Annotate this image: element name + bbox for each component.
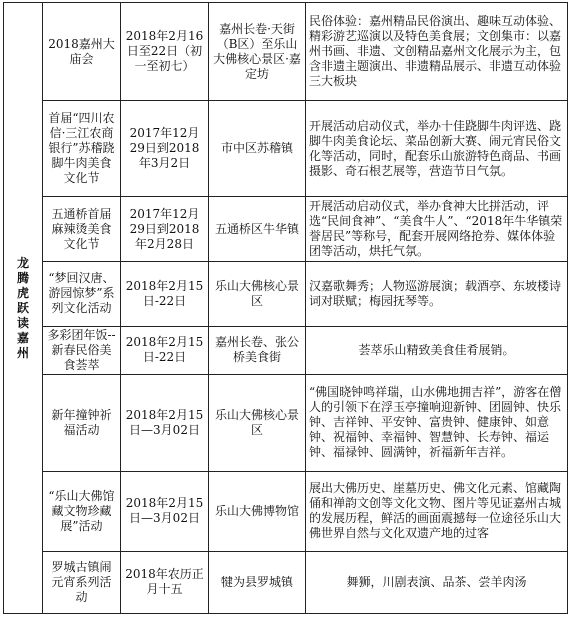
activity-content: 开展活动启动仪式，举办十佳跷脚牛肉评选、跷脚牛肉美食论坛、菜品创新大赛、闹元宵民俗文化等活动，同时，配套乐山旅游特色商品、书画摄影、奇石根艺展等，营造节日气氛。 <box>306 101 568 197</box>
table-row <box>4 326 568 374</box>
region-label-char: 州 <box>16 345 29 360</box>
activity-name: “梦回汉唐、游园惊梦”系列文化活动 <box>43 262 121 326</box>
activity-name: 2018嘉州大庙会 <box>43 3 121 101</box>
table-row <box>4 262 568 326</box>
activity-place: 犍为县罗城镇 <box>209 551 306 613</box>
festival-schedule-table <box>3 2 568 614</box>
activity-time: 2018年2月16日至22日（初一至初七） <box>121 3 209 101</box>
region-label-char: 虎 <box>16 285 29 300</box>
region-label-char: 嘉 <box>16 330 29 345</box>
activity-name: 罗城古镇闹元宵系列活动 <box>43 551 121 613</box>
activity-place: 乐山大佛博物馆 <box>209 471 306 551</box>
activity-place: 五通桥区牛华镇 <box>209 197 306 262</box>
activity-content: 荟萃乐山精致美食佳肴展销。 <box>306 326 568 374</box>
activity-name: 多彩团年饭--新春民俗美食荟萃 <box>43 326 121 374</box>
activity-time: 2018年2月15日—3月02日 <box>121 471 209 551</box>
activity-name: 首届“四川农信·三江农商银行”苏稽跷脚牛肉美食文化节 <box>43 101 121 197</box>
activity-content: 民俗体验：嘉州精品民俗演出、趣味互动体验、精彩游艺巡演以及特色美食展；文创集市：以嘉州书画、非遗、文创精品嘉州文化展示为主，包含非遗主题演出、非遗精品展示、非遗互动体验三大板块 <box>306 3 568 101</box>
activity-time: 2017年12月29日到2018年2月28日 <box>121 197 209 262</box>
table-body <box>4 3 568 614</box>
activity-content: “佛国晓钟鸣祥瑞，山水佛地拥吉祥”，游客在僧人的引领下在浮玉亭撞响迎新钟、团圆钟、快乐钟、吉祥钟、平安钟、富贵钟、健康钟、如意钟、祝福钟、幸福钟、智慧钟、长寿钟、福运钟、福禄钟、圆满钟，祈福新年吉祥。 <box>306 374 568 471</box>
table-row <box>4 374 568 471</box>
table-row <box>4 197 568 262</box>
activity-content: 舞狮，川剧表演、品茶、尝羊肉汤 <box>306 551 568 613</box>
activity-time: 2018年农历正月十五 <box>121 551 209 613</box>
activity-name: 新年撞钟祈福活动 <box>43 374 121 471</box>
activity-name: “乐山大佛馆藏文物珍藏展”活动 <box>43 471 121 551</box>
activity-place: 乐山大佛核心景区 <box>209 262 306 326</box>
region-label-char: 读 <box>16 315 29 330</box>
table-row <box>4 3 568 101</box>
activity-place: 嘉州长卷、张公桥美食街 <box>209 326 306 374</box>
region-label <box>4 3 43 614</box>
table-row <box>4 101 568 197</box>
activity-content: 展出大佛历史、崖墓历史、佛文化元素、馆藏陶俑和禅韵文创等文化文物、图片等见证嘉州古城的发展历程，鲜活的画面震撼每一位途径乐山大佛世界自然与文化双遗产地的过客 <box>306 471 568 551</box>
table-row <box>4 471 568 551</box>
activity-time: 2018年2月15日-22日 <box>121 262 209 326</box>
activity-content: 开展活动启动仪式，举办食神大比拼活动，评选“民间食神”、“美食牛人”、“2018年牛华镇荣誉居民”等称号，配套开展网络抢券、媒体体验团等活动，烘托气氛。 <box>306 197 568 262</box>
activity-content: 汉嘉歌舞秀；人物巡游展演；载酒亭、东坡楼诗词对联赋；梅园抚琴等。 <box>306 262 568 326</box>
region-label-char: 龙 <box>16 255 29 270</box>
activity-time: 2017年12月29日到2018年3月2日 <box>121 101 209 197</box>
activity-place: 市中区苏稽镇 <box>209 101 306 197</box>
activity-time: 2018年2月15日—3月02日 <box>121 374 209 471</box>
region-label-char: 跃 <box>16 300 29 315</box>
table-row <box>4 551 568 613</box>
activity-place: 乐山大佛核心景区 <box>209 374 306 471</box>
activity-place: 嘉州长卷·天街（B区）至乐山大佛核心景区·嘉定坊 <box>209 3 306 101</box>
region-label-char: 腾 <box>16 270 29 285</box>
activity-time: 2018年2月15日-22日 <box>121 326 209 374</box>
activity-name: 五通桥首届麻辣烫美食文化节 <box>43 197 121 262</box>
